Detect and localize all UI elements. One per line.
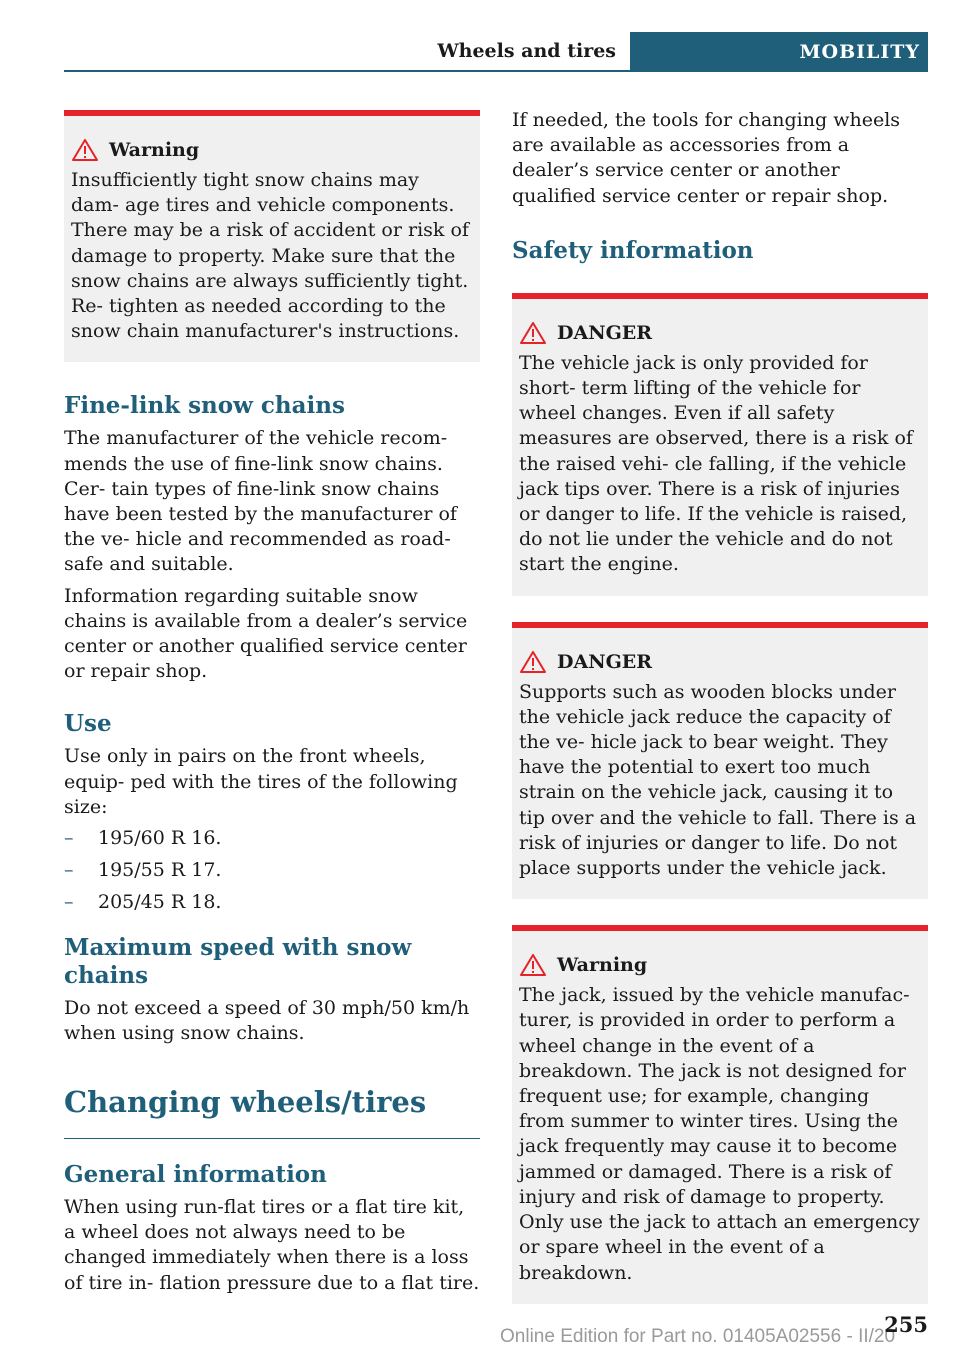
fine-link-paragraph-2: Information regarding suitable snow chains is available from a dealer’s service center or another qualified service center or repair shop. [64,584,468,683]
danger-box-title [519,321,920,345]
warning-label: Warning [557,954,648,977]
warning-triangle-icon [519,650,547,674]
warning-triangle-icon [519,321,547,345]
warning-triangle-icon [71,138,99,162]
chapter-tab: MOBILITY [630,32,928,72]
danger-label: DANGER [557,650,653,673]
danger-label: DANGER [557,321,653,344]
use-heading: Use [64,710,112,738]
warning-label: Warning [109,139,200,161]
section-rule [64,1138,480,1139]
warning-box [64,110,480,362]
list-item: – 195/60 R 16. [64,826,480,851]
changing-wheels-heading: Changing wheels/tires [64,1085,427,1120]
general-info-heading: General information [64,1161,327,1189]
online-edition-watermark: Online Edition for Part no. 01405A02556 - II/20 [500,1326,896,1347]
use-paragraph: Use only in pairs on the front wheels, equip‐ ped with the tires of the following size: [64,745,458,818]
warning-text: The jack, issued by the vehicle manufac‐ turer, is provided in order to perform a wheel change in the event of a breakdown. The jack is not designed for frequent use; for example, changing from summer to winter tires. Using the jack frequently may cause it to become jammed or damaged. There is a risk of injury and risk of damage to property. Only use the jack to attach an emergency or spare wheel in the event of a breakdown. [519,984,920,1284]
right-column [512,108,928,1330]
danger-box-2 [512,622,928,900]
general-info-paragraph: When using run-flat tires or a flat tire kit, a wheel does not always need to be changed immediately when there is a loss of tire in‐ flation pressure due to a flat tire. [64,1196,480,1294]
page-number: 255 [884,1312,928,1337]
safety-info-heading: Safety information [512,236,754,264]
danger-text: Supports such as wooden blocks under the vehicle jack reduce the capacity of the ve‐ hicle jack to bear weight. They have the potential to exert too much strain on the vehicle jack, causing it to tip over and the vehicle to fall. There is a risk of injuries or danger to life. Do not place supports under the vehicle jack. [519,680,917,880]
danger-text: The vehicle jack is only provided for short- term lifting of the vehicle for wheel changes. Even if all safety measures are observed, there is a risk of the raised vehi‐ cle falling, if the vehicle jack tips over. There is a risk of injuries or danger to life. If the vehicle is raised, do not lie under the vehicle and do not start the engine. [519,351,913,576]
warning-box-title [519,953,920,977]
list-item: – 205/45 R 18. [64,890,480,915]
warning-box-2 [512,925,928,1303]
page-footer [500,1312,928,1346]
fine-link-heading: Fine-link snow chains [64,392,345,420]
section-title: Wheels and tires [437,40,616,62]
list-item: – 195/55 R 17. [64,858,480,883]
warning-box-title [71,138,472,162]
max-speed-paragraph: Do not exceed a speed of 30 mph/50 km/h when using snow chains. [64,996,470,1044]
warning-text: Insufficiently tight snow chains may dam‐ age tires and vehicle components. There may be a risk of accident or risk of damage to property. Make sure that the snow chains are always sufficiently tight. Re‐ tighten as needed according to the snow chain manufacturer's instructions. [71,169,469,343]
tire-size-list [64,826,480,916]
danger-box-title [519,650,920,674]
left-column [64,110,480,1302]
warning-triangle-icon [519,953,547,977]
tools-paragraph: If needed, the tools for changing wheels are available as accessories from a dealer’s service center or another qualified service center or repair shop. [512,109,901,207]
fine-link-paragraph-1: The manufacturer of the vehicle recom‐ mends the use of fine-link snow chains. Cer‐ tain types of fine-link snow chains have been tested by the manufacturer of the ve‐ hicle and recommended as road-safe and suitable. [64,427,457,576]
max-speed-heading: Maximum speed with snow chains [64,933,412,989]
danger-box-1 [512,293,928,596]
header-rule [64,70,928,72]
